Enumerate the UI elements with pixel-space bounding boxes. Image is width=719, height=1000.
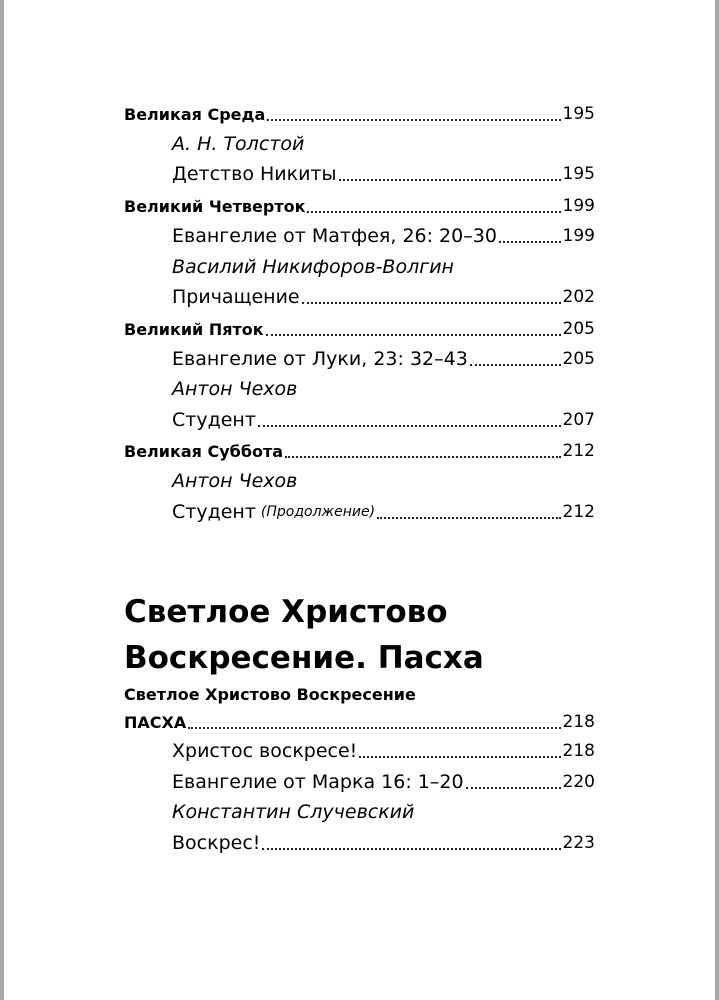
- toc-entry-day[interactable]: [124, 96, 595, 126]
- entry-title: Воскрес!: [172, 832, 261, 854]
- leader-dots: [285, 455, 560, 458]
- leader-dots: [258, 424, 561, 427]
- author-name: Антон Чехов: [172, 470, 298, 492]
- book-page: [4, 0, 715, 1000]
- toc-entry-work[interactable]: [172, 825, 595, 855]
- section-heading-line-1: Светлое Христово: [124, 594, 448, 630]
- toc-entry-work[interactable]: [172, 494, 595, 524]
- page-number: 218: [562, 741, 595, 761]
- page-number: 195: [562, 164, 595, 184]
- entry-note: (Продолжение): [260, 504, 376, 520]
- page-number: 195: [562, 104, 595, 124]
- entry-title: Евангелие от Марка 16: 1–20: [172, 771, 464, 793]
- leader-dots: [466, 786, 561, 789]
- entry-title: Великий Пяток: [124, 320, 264, 339]
- toc-author: [172, 126, 595, 156]
- page-number: 220: [562, 772, 595, 792]
- entry-title: Великий Четверток: [124, 197, 306, 216]
- page-number: 199: [562, 226, 595, 246]
- leader-dots: [302, 301, 561, 304]
- entry-title: Евангелие от Луки, 23: 32–43: [172, 348, 468, 370]
- page-number: 205: [562, 319, 595, 339]
- entry-title: Великая Среда: [124, 105, 266, 124]
- leader-dots: [266, 333, 561, 336]
- leader-dots: [470, 363, 561, 366]
- toc-entry-work[interactable]: [172, 402, 595, 432]
- leader-dots: [359, 755, 560, 758]
- subheading-text: Светлое Христово Воскресение: [124, 685, 416, 704]
- author-name: Константин Случевский: [172, 801, 415, 823]
- page-number: 212: [562, 502, 595, 522]
- toc-entry-work[interactable]: [172, 341, 595, 371]
- section-subheading: [124, 676, 595, 706]
- leader-dots: [188, 726, 560, 729]
- entry-title: Детство Никиты: [172, 163, 337, 185]
- toc-author: [172, 463, 595, 493]
- page-number: 199: [562, 196, 595, 216]
- toc-author: [172, 794, 595, 824]
- page-number: 207: [562, 410, 595, 430]
- page-number: 223: [562, 833, 595, 853]
- toc-author: [172, 371, 595, 401]
- entry-title: Христос воскресе!: [172, 740, 358, 762]
- entry-title: Причащение: [172, 286, 300, 308]
- toc-entry-work[interactable]: [172, 764, 595, 794]
- author-name: Василий Никифоров-Волгин: [172, 256, 454, 278]
- toc-entry-day[interactable]: [124, 704, 595, 734]
- section-heading-line-2: Воскресение. Пасха: [124, 640, 484, 676]
- toc-entry-work[interactable]: [172, 156, 595, 186]
- leader-dots: [339, 178, 561, 181]
- toc-author: [172, 249, 595, 279]
- leader-dots: [267, 118, 560, 121]
- entry-title: Великая Суббота: [124, 442, 284, 461]
- leader-dots: [262, 847, 560, 850]
- page-number: 202: [562, 287, 595, 307]
- entry-title: Евангелие от Матфея, 26: 20–30: [172, 225, 497, 247]
- toc-entry-day[interactable]: [124, 188, 595, 218]
- leader-dots: [377, 516, 560, 519]
- page-number: 205: [562, 349, 595, 369]
- toc-entry-work[interactable]: [172, 733, 595, 763]
- toc-entry-work[interactable]: [172, 218, 595, 248]
- page-number: 212: [562, 441, 595, 461]
- leader-dots: [499, 240, 561, 243]
- author-name: А. Н. Толстой: [172, 133, 305, 155]
- author-name: Антон Чехов: [172, 378, 298, 400]
- leader-dots: [307, 210, 560, 213]
- toc-entry-work[interactable]: [172, 279, 595, 309]
- entry-title: Студент: [172, 501, 256, 523]
- entry-title: Студент: [172, 409, 256, 431]
- entry-title: ПАСХА: [124, 713, 187, 732]
- toc-entry-day[interactable]: [124, 433, 595, 463]
- page-number: 218: [562, 712, 595, 732]
- toc-entry-day[interactable]: [124, 311, 595, 341]
